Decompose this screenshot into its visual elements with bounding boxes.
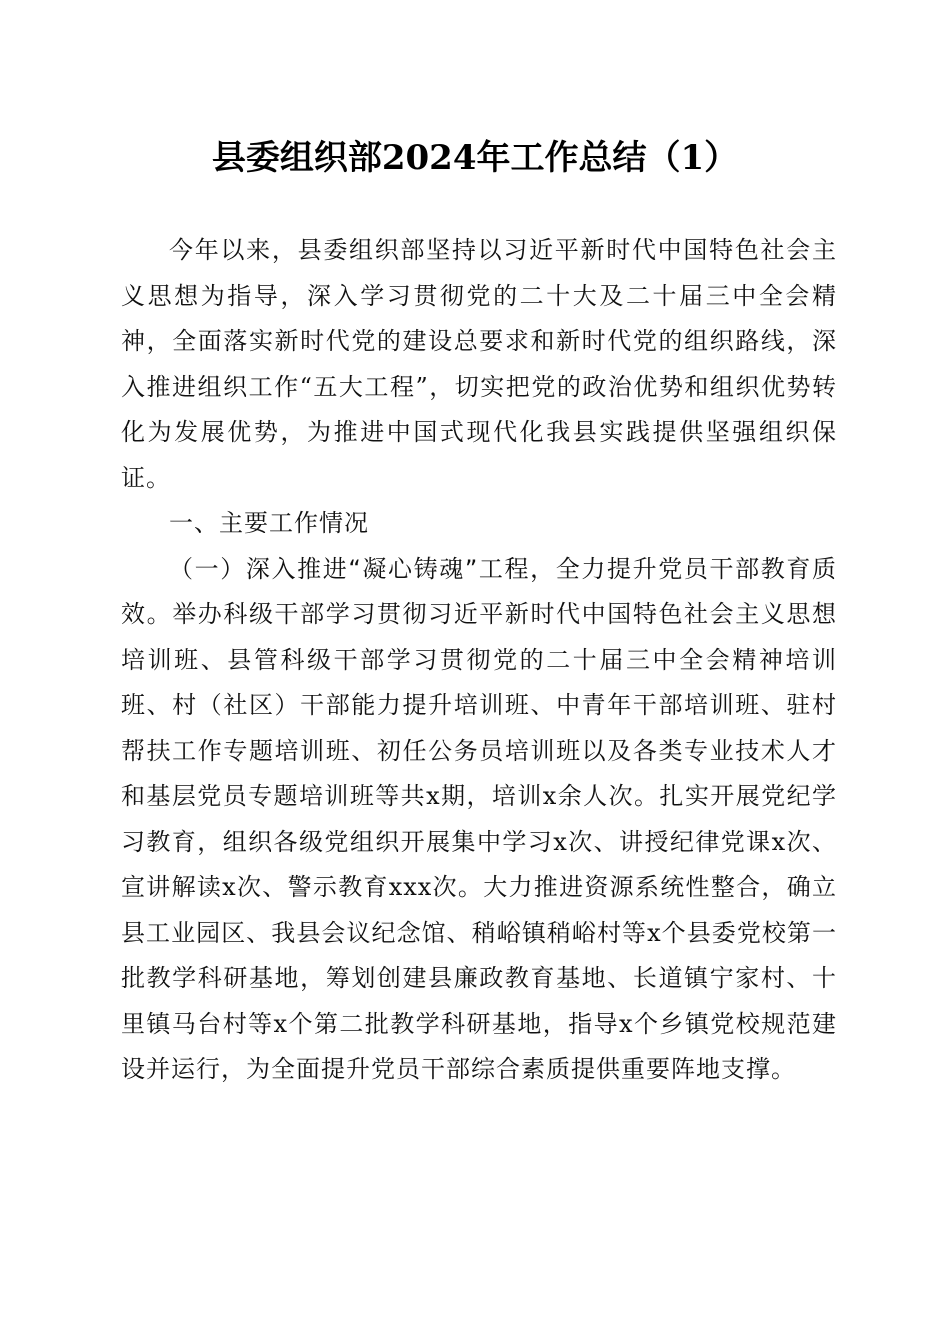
subsection-heading: （一）深入推进“凝心铸魂”工程，全力提升党员干部教育质效。	[121, 554, 837, 628]
document-body	[121, 228, 837, 1093]
subsection-body: 举办科级干部学习贯彻习近平新时代中国特色社会主义思想培训班、县管科级干部学习贯彻党的二十届三中全会精神培训班、村（社区）干部能力提升培训班、中青年干部培训班、驻村帮扶工作专题培训班、初任公务员培训班以及各类专业技术人才和基层党员专题培训班等共x期，培训x余人次。扎实开展党纪学习教育，组织各级党组织开展集中学习x次、讲授纪律党课x次、宣讲解读x次、警示教育xxx次。大力推进资源系统性整合，确立县工业园区、我县会议纪念馆、稍峪镇稍峪村等x个县委党校第一批教学科研基地，筹划创建县廉政教育基地、长道镇宁家村、十里镇马台村等x个第二批教学科研基地，指导x个乡镇党校规范建设并运行，为全面提升党员干部综合素质提供重要阵地支撑。	[121, 600, 838, 1083]
section-heading: 一、主要工作情况	[169, 509, 369, 537]
subsection-paragraph	[121, 547, 837, 1093]
intro-paragraph: 今年以来，县委组织部坚持以习近平新时代中国特色社会主义思想为指导，深入学习贯彻党的二十大及二十届三中全会精神，全面落实新时代党的建设总要求和新时代党的组织路线，深入推进组织工作“五大工程”，切实把党的政治优势和组织优势转化为发展优势，为推进中国式现代化我县实践提供坚强组织保证。	[121, 236, 837, 492]
document-title: 县委组织部2024年工作总结（1）	[211, 138, 739, 178]
